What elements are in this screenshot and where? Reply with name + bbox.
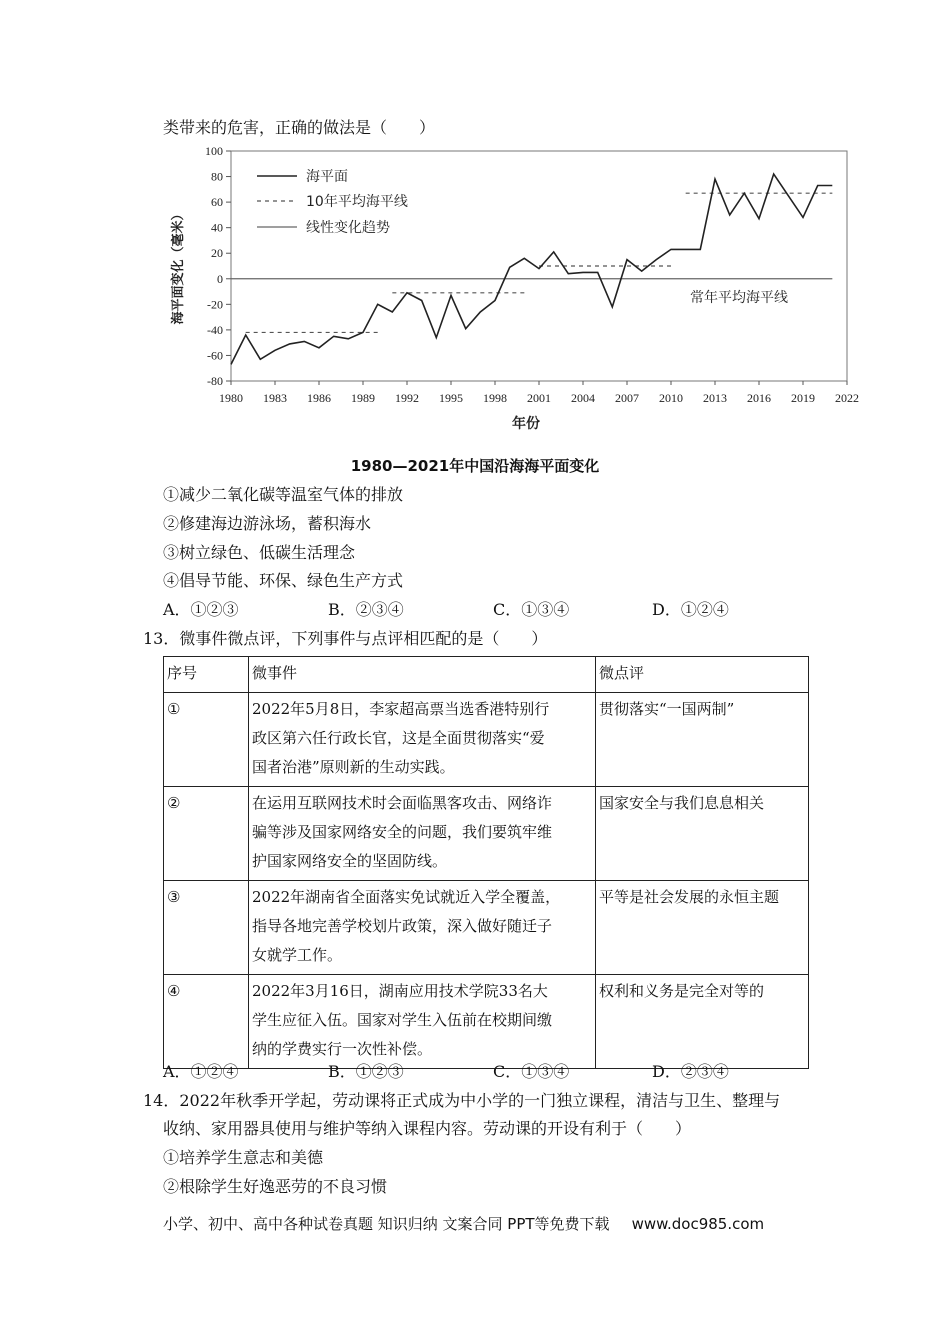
q12-option-c: C．①③④ <box>493 600 570 619</box>
y-tick-label: -40 <box>207 322 223 337</box>
row-number: ② <box>164 787 249 881</box>
table-row <box>164 975 809 1069</box>
q12-option-b: B．②③④ <box>328 600 404 619</box>
chart-title: 1980—2021年中国沿海海平面变化 <box>350 457 600 475</box>
event-line: 女就学工作。 <box>252 946 343 964</box>
footer-text: 小学、初中、高中各种试卷真题 知识归纳 文案合同 PPT等免费下载 <box>163 1215 610 1233</box>
event-line: 2022年5月8日，李家超高票当选香港特别行 <box>252 700 550 718</box>
x-tick-label: 1983 <box>263 391 287 405</box>
x-tick-label: 2001 <box>527 391 551 405</box>
question-13-stem: 13．微事件微点评，下列事件与点评相匹配的是（ ） <box>143 629 548 648</box>
x-tick-label: 2007 <box>615 391 639 405</box>
event-comment-table <box>163 656 809 1069</box>
event-line: 2022年湖南省全面落实免试就近入学全覆盖， <box>252 888 561 906</box>
y-tick-label: 0 <box>217 271 223 286</box>
sea-level-chart <box>160 142 860 432</box>
q13-option-a: A．①②④ <box>163 1062 239 1081</box>
footer <box>163 1213 764 1234</box>
question-12-stem-tail: 类带来的危害，正确的做法是（ ） <box>163 118 436 137</box>
row-event <box>249 787 596 881</box>
event-line: 学生应征入伍。国家对学生入伍前在校期间缴 <box>252 1011 553 1029</box>
event-line: 指导各地完善学校划片政策，深入做好随迁子 <box>252 917 553 935</box>
q13-option-b: B．①②③ <box>328 1062 404 1081</box>
q14-item-2: ②根除学生好逸恶劳的不良习惯 <box>163 1177 388 1196</box>
x-tick-label: 2004 <box>571 391 595 405</box>
question-14-stem-line-2: 收纳、家用器具使用与维护等纳入课程内容。劳动课的开设有利于（ ） <box>163 1119 692 1138</box>
x-tick-label: 2019 <box>791 391 815 405</box>
row-comment: 国家安全与我们息息相关 <box>596 787 809 881</box>
row-comment: 权利和义务是完全对等的 <box>596 975 809 1069</box>
row-number: ④ <box>164 975 249 1069</box>
table-header-row <box>164 657 809 693</box>
x-tick-label: 1992 <box>395 391 419 405</box>
q12-item-1: ①减少二氧化碳等温室气体的排放 <box>163 485 404 504</box>
q12-option-a: A．①②③ <box>163 600 239 619</box>
q12-item-3: ③树立绿色、低碳生活理念 <box>163 543 356 562</box>
y-tick-label: 60 <box>211 195 223 210</box>
event-line: 骗等涉及国家网络安全的问题，我们要筑牢维 <box>252 823 553 841</box>
x-tick-label: 1989 <box>351 391 375 405</box>
legend-label: 10年平均海平线 <box>306 194 408 210</box>
y-tick-label: 20 <box>211 246 223 261</box>
x-tick-label: 2016 <box>747 391 771 405</box>
y-tick-label: 40 <box>211 220 223 235</box>
row-comment: 贯彻落实“一国两制” <box>596 693 809 787</box>
legend-label: 线性变化趋势 <box>306 220 390 236</box>
question-14-stem-line-1: 14．2022年秋季开学起，劳动课将正式成为中小学的一门独立课程，清洁与卫生、整理与 <box>143 1091 781 1110</box>
header-number: 序号 <box>164 657 249 693</box>
y-tick-label: -20 <box>207 297 223 312</box>
table-row <box>164 787 809 881</box>
row-event <box>249 975 596 1069</box>
y-axis-title: 海平面变化（毫米） <box>171 207 186 325</box>
header-event: 微事件 <box>249 657 596 693</box>
q12-item-4: ④倡导节能、环保、绿色生产方式 <box>163 571 404 590</box>
x-tick-label: 1998 <box>483 391 507 405</box>
baseline-label: 常年平均海平线 <box>690 289 788 306</box>
event-line: 在运用互联网技术时会面临黑客攻击、网络诈 <box>252 794 553 812</box>
header-comment: 微点评 <box>596 657 809 693</box>
event-line: 2022年3月16日，湖南应用技术学院33名大 <box>252 982 548 1000</box>
x-tick-label: 2010 <box>659 391 683 405</box>
table-row <box>164 881 809 975</box>
event-line: 政区第六任行政长官，这是全面贯彻落实“爱 <box>252 729 545 747</box>
table-row <box>164 693 809 787</box>
footer-url: www.doc985.com <box>631 1215 765 1233</box>
q14-item-1: ①培养学生意志和美德 <box>163 1148 324 1167</box>
q13-option-c: C．①③④ <box>493 1062 570 1081</box>
event-line: 护国家网络安全的坚固防线。 <box>252 852 448 870</box>
x-tick-label: 2022 <box>835 391 859 405</box>
row-number: ③ <box>164 881 249 975</box>
x-tick-label: 1986 <box>307 391 331 405</box>
event-line: 纳的学费实行一次性补偿。 <box>252 1040 433 1058</box>
x-tick-label: 2013 <box>703 391 727 405</box>
row-event <box>249 693 596 787</box>
x-axis-title: 年份 <box>512 416 540 432</box>
row-number: ① <box>164 693 249 787</box>
x-tick-label: 1995 <box>439 391 463 405</box>
y-tick-label: 100 <box>205 144 223 158</box>
y-tick-label: -80 <box>207 374 223 388</box>
q13-option-d: D．②③④ <box>652 1062 729 1081</box>
event-line: 国者治港”原则新的生动实践。 <box>252 758 455 776</box>
q12-item-2: ②修建海边游泳场，蓄积海水 <box>163 514 372 533</box>
row-event <box>249 881 596 975</box>
q12-option-d: D．①②④ <box>652 600 729 619</box>
x-tick-label: 1980 <box>219 391 243 405</box>
y-tick-label: -60 <box>207 348 223 363</box>
y-tick-label: 80 <box>211 169 223 184</box>
legend-label: 海平面 <box>306 169 348 185</box>
row-comment: 平等是社会发展的永恒主题 <box>596 881 809 975</box>
